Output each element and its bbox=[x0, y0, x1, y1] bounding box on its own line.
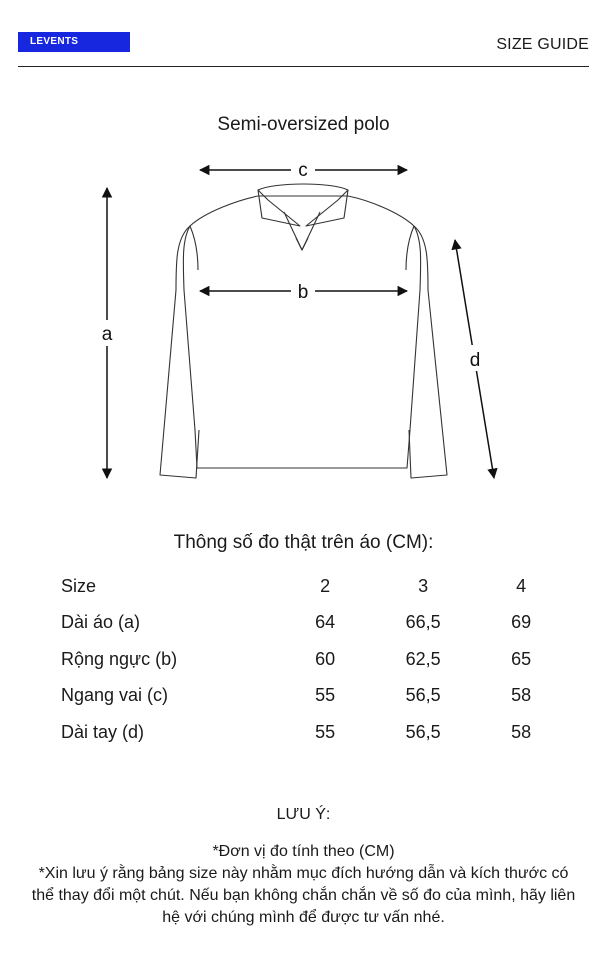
table-cell: 69 bbox=[511, 612, 532, 633]
polo-diagram bbox=[0, 150, 607, 490]
table-row bbox=[50, 641, 570, 678]
row-label: Rộng ngực (b) bbox=[61, 648, 178, 669]
note-text: *Xin lưu ý rằng bảng size này nhằm mục đích hướng dẫn và kích thước có thể thay đổi một chút. Nếu bạn không chắn chắn về số đo của mình, hãy liên hệ với chúng mình để được tư vấn nhé. bbox=[31, 865, 576, 926]
table-cell: 66,5 bbox=[405, 612, 441, 633]
spec-title: Thông số đo thật trên áo (CM): bbox=[173, 532, 434, 553]
header-cell: 3 bbox=[418, 575, 429, 596]
table-cell: 58 bbox=[511, 721, 532, 742]
table-cell: 65 bbox=[511, 648, 532, 669]
header-cell: Size bbox=[61, 575, 97, 596]
table-cell: 56,5 bbox=[405, 685, 441, 706]
header-divider bbox=[18, 66, 589, 67]
row-label: Dài tay (d) bbox=[61, 721, 145, 742]
table-cell: 55 bbox=[315, 685, 336, 706]
table-row bbox=[50, 678, 570, 715]
table-cell: 60 bbox=[315, 648, 336, 669]
size-table bbox=[50, 568, 570, 751]
shirt-outline bbox=[160, 184, 447, 478]
table-cell: 58 bbox=[511, 685, 532, 706]
header-cell: 4 bbox=[516, 575, 527, 596]
table-header-row bbox=[50, 568, 570, 605]
note-unit: *Đơn vị đo tính theo (CM) bbox=[212, 843, 395, 860]
measure-d-label: d bbox=[469, 350, 481, 371]
table-cell: 56,5 bbox=[405, 721, 441, 742]
header-cell: 2 bbox=[320, 575, 331, 596]
table-cell: 55 bbox=[315, 721, 336, 742]
brand-logo: LEVENTS bbox=[18, 32, 130, 52]
note-title: LƯU Ý: bbox=[276, 806, 331, 823]
measure-b-label: b bbox=[297, 282, 309, 303]
measure-a-label: a bbox=[101, 324, 113, 345]
page-title: SIZE GUIDE bbox=[496, 36, 589, 53]
product-title: Semi-oversized polo bbox=[217, 114, 390, 135]
table-cell: 64 bbox=[315, 612, 336, 633]
table-cell: 62,5 bbox=[405, 648, 441, 669]
row-label: Dài áo (a) bbox=[61, 612, 141, 633]
row-label: Ngang vai (c) bbox=[61, 685, 169, 706]
table-row bbox=[50, 605, 570, 642]
measure-c-label: c bbox=[298, 160, 308, 181]
table-row bbox=[50, 714, 570, 751]
